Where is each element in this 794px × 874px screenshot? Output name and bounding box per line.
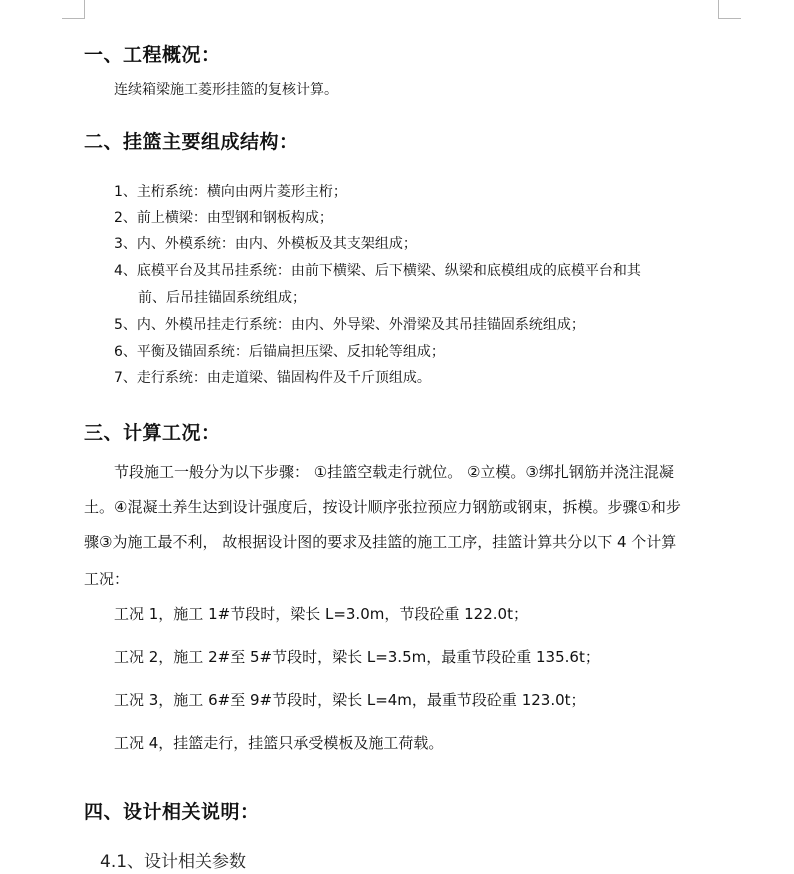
paragraph-line: 节段施工一般分为以下步骤： ①挂篮空载走行就位。 ②立模。③绑扎钢筋并浇注混凝 — [114, 463, 674, 481]
list-item: 5、内、外模吊挂走行系统：由内、外导梁、外滑梁及其吊挂锚固系统组成； — [114, 317, 585, 333]
list-item: 7、走行系统：由走道梁、锚固构件及千斤顶组成。 — [114, 370, 431, 386]
list-item: 1、主桁系统：横向由两片菱形主桁； — [114, 184, 347, 200]
load-case-1: 工况 1，施工 1#节段时，梁长 L=3.0m，节段砼重 122.0t； — [114, 605, 528, 623]
list-item: 2、前上横梁：由型钢和钢板构成； — [114, 210, 333, 226]
section-heading-4: 四、设计相关说明： — [84, 801, 260, 823]
section-heading-1: 一、工程概况： — [84, 44, 221, 66]
list-item: 3、内、外模系统：由内、外模板及其支架组成； — [114, 236, 417, 252]
load-case-3: 工况 3，施工 6#至 9#节段时，梁长 L=4m，最重节段砼重 123.0t； — [114, 691, 586, 709]
paragraph-line: 骤③为施工最不利， 故根据设计图的要求及挂篮的施工工序，挂篮计算共分以下 4 个计算 — [84, 533, 677, 551]
paragraph-line: 工况： — [84, 570, 130, 588]
load-case-2: 工况 2，施工 2#至 5#节段时，梁长 L=3.5m，最重节段砼重 135.6t； — [114, 648, 600, 666]
load-case-4: 工况 4，挂篮走行，挂篮只承受模板及施工荷载。 — [114, 734, 444, 752]
margin-mark-top-right — [718, 0, 741, 19]
margin-mark-top-left — [62, 0, 85, 19]
list-item: 4、底模平台及其吊挂系统：由前下横梁、后下横梁、纵梁和底模组成的底模平台和其 — [114, 263, 641, 279]
section-heading-3: 三、计算工况： — [84, 422, 221, 444]
subsection-heading: 4.1、设计相关参数 — [100, 852, 247, 872]
section-1-text: 连续箱梁施工菱形挂篮的复核计算。 — [114, 82, 338, 98]
paragraph-line: 土。④混凝土养生达到设计强度后，按设计顺序张拉预应力钢筋或钢束，拆模。步骤①和步 — [84, 498, 681, 516]
section-heading-2: 二、挂篮主要组成结构： — [84, 131, 299, 153]
list-item: 6、平衡及锚固系统：后锚扁担压梁、反扣轮等组成； — [114, 344, 445, 360]
list-item-continuation: 前、后吊挂锚固系统组成； — [138, 290, 306, 306]
